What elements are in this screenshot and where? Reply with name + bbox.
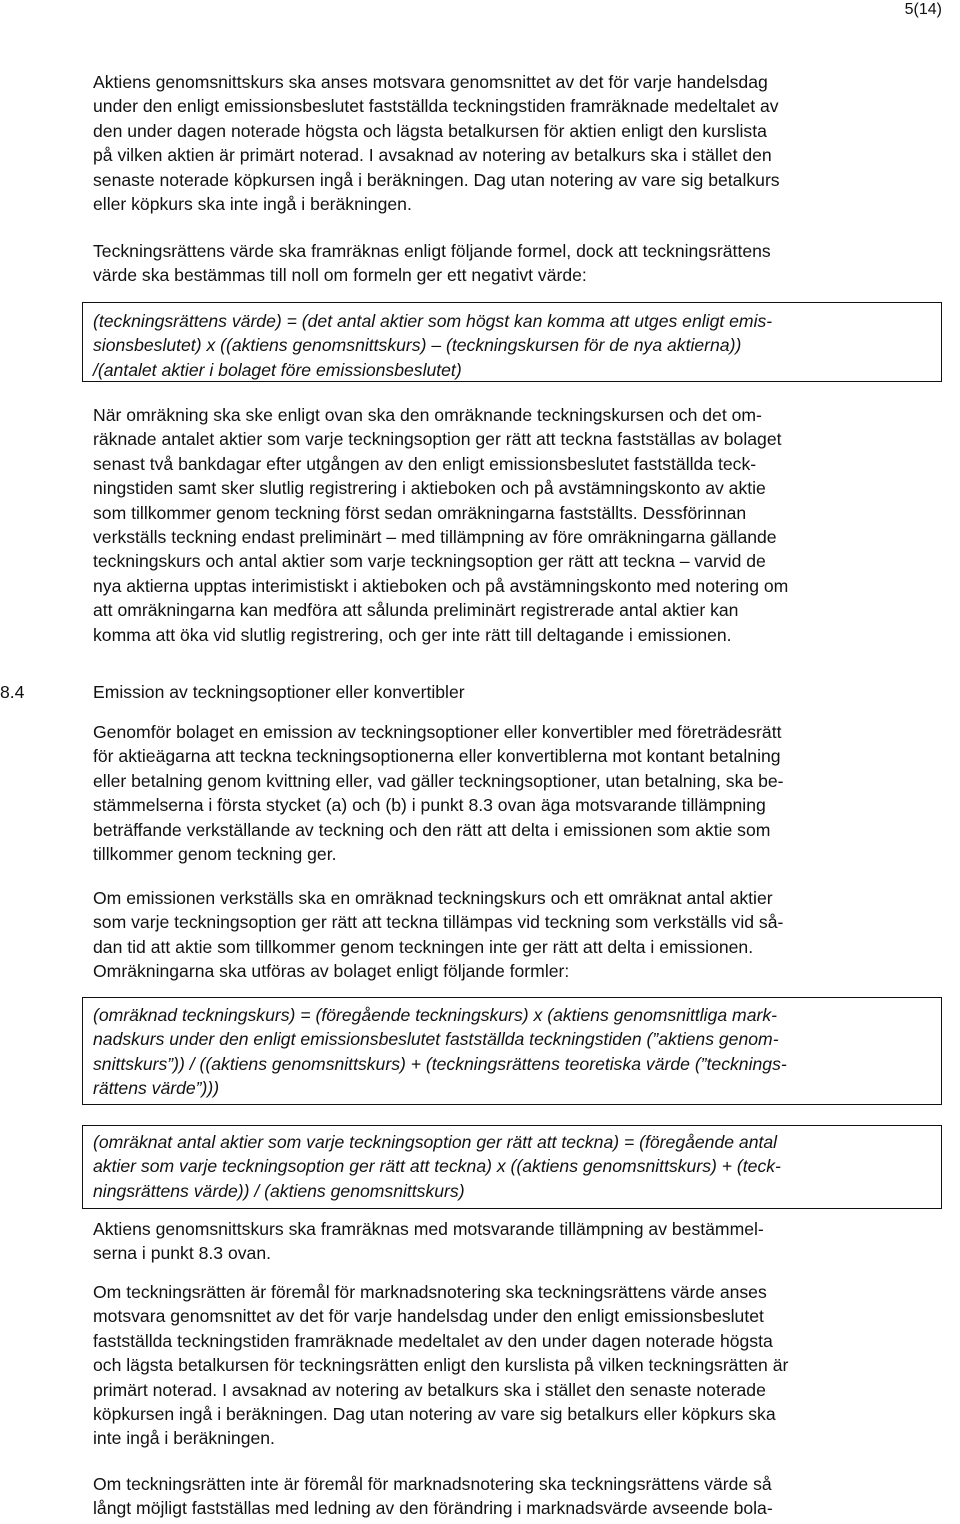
formula-box: (teckningsrättens värde) = (det antal aktier som högst kan komma att utges enligt emis- sionsbeslutet) x ((aktiens genomsnittskurs) – (teckningskursen för de nya aktierna)) /(antalet aktier i bolaget före emissionsbeslutet): [82, 302, 942, 382]
paragraph: Om teckningsrätten är föremål för marknadsnotering ska teckningsrättens värde anses motsvara genomsnittet av det för varje handelsdag under den enligt emissionsbeslutet fastställda teckningstiden framräknade medeltalet av den under dagen noterade högsta och lägsta betalkursen för teckningsrätten enligt den kurslista på vilken teckningsrätten är primärt noterad. I avsaknad av notering av betalkurs ska i stället den senaste noterade köpkursen ingå i beräkningen. Dag utan notering av vare sig betalkurs eller köpkurs ska inte ingå i beräkningen.: [93, 1282, 789, 1449]
section-number: 8.4: [0, 682, 25, 702]
formula-box: (omräknat antal aktier som varje teckningsoption ger rätt att teckna) = (föregående antal aktier som varje teckningsoption ger rätt att teckna) x ((aktiens genomsnittskurs) + (teck- ningsrättens värde)) / (aktiens genomsnittskurs): [82, 1125, 942, 1209]
paragraph: När omräkning ska ske enligt ovan ska den omräknande teckningskursen och det om- räknade antalet aktier som varje teckningsoption ger rätt att teckna fastställas av bolaget senast två bankdagar efter utgången av den enligt emissionsbeslutet fastställda teck- ningstiden samt sker slutlig registrering i aktieboken och på avstämningskonto av aktie som tillkommer genom teckning först sedan omräkningarna fastställts. Dessförinnan verkställs teckning endast preliminärt – med tillämpning av före omräkningarna gällande teckningskurs och antal aktier som varje teckningsoption ger rätt att teckna – varvid de nya aktierna upptas interimistiskt i aktieboken och på avstämningskonto med notering om att omräkningarna kan medföra att sålunda preliminärt registrerade antal aktier kan komma att öka vid slutlig registrering, och ger inte rätt till deltagande i emissionen.: [93, 405, 789, 645]
paragraph: Genomför bolaget en emission av teckningsoptioner eller konvertibler med företrädesrätt för aktieägarna att teckna teckningsoptionerna eller konvertiblerna mot kontant betalning eller betalning genom kvittning eller, vad gäller teckningsoptioner, utan betalning, ska be- stämmelserna i första stycket (a) och (b) i punkt 8.3 ovan äga motsvarande tillämpning beträffande verkställande av teckning och den rätt att delta i emissionen som aktie som tillkommer genom teckning ger.: [93, 722, 784, 865]
paragraph: Om teckningsrätten inte är föremål för marknadsnotering ska teckningsrättens värde så långt möjligt fastställas med ledning av den förändring i marknadsvärde avseende bola-: [93, 1474, 773, 1519]
paragraph: Aktiens genomsnittskurs ska anses motsvara genomsnittet av det för varje handelsdag under den enligt emissionsbeslutet fastställda teckningstiden framräknade medeltalet av den under dagen noterade högsta och lägsta betalkursen för aktien enligt den kurslista på vilken aktien är primärt noterad. I avsaknad av notering av betalkurs ska i stället den senaste noterade köpkursen ingå i beräkningen. Dag utan notering av vare sig betalkurs eller köpkurs ska inte ingå i beräkningen.: [93, 72, 780, 215]
page-number: 5(14): [904, 1, 942, 18]
section-heading: Emission av teckningsoptioner eller konvertibler: [93, 682, 465, 702]
paragraph: Teckningsrättens värde ska framräknas enligt följande formel, dock att teckningsrättens värde ska bestämmas till noll om formeln ger ett negativt värde:: [93, 241, 771, 286]
formula-box: (omräknad teckningskurs) = (föregående teckningskurs) x (aktiens genomsnittliga mark- nadskurs under den enligt emissionsbeslutet fastställda teckningstiden (”aktiens genom- snittskurs”)) / ((aktiens genomsnittskurs) + (teckningsrättens teoretiska värde (”tecknings- rättens värde”))): [82, 997, 942, 1105]
paragraph: Aktiens genomsnittskurs ska framräknas med motsvarande tillämpning av bestämmel- serna i punkt 8.3 ovan.: [93, 1219, 764, 1264]
paragraph: Om emissionen verkställs ska en omräknad teckningskurs och ett omräknat antal aktier som varje teckningsoption ger rätt att teckna tillämpas vid teckning som verkställs vid så- dan tid att aktie som tillkommer genom teckningen inte ger rätt att delta i emissionen. Omräkningarna ska utföras av bolaget enligt följande formler:: [93, 888, 784, 982]
